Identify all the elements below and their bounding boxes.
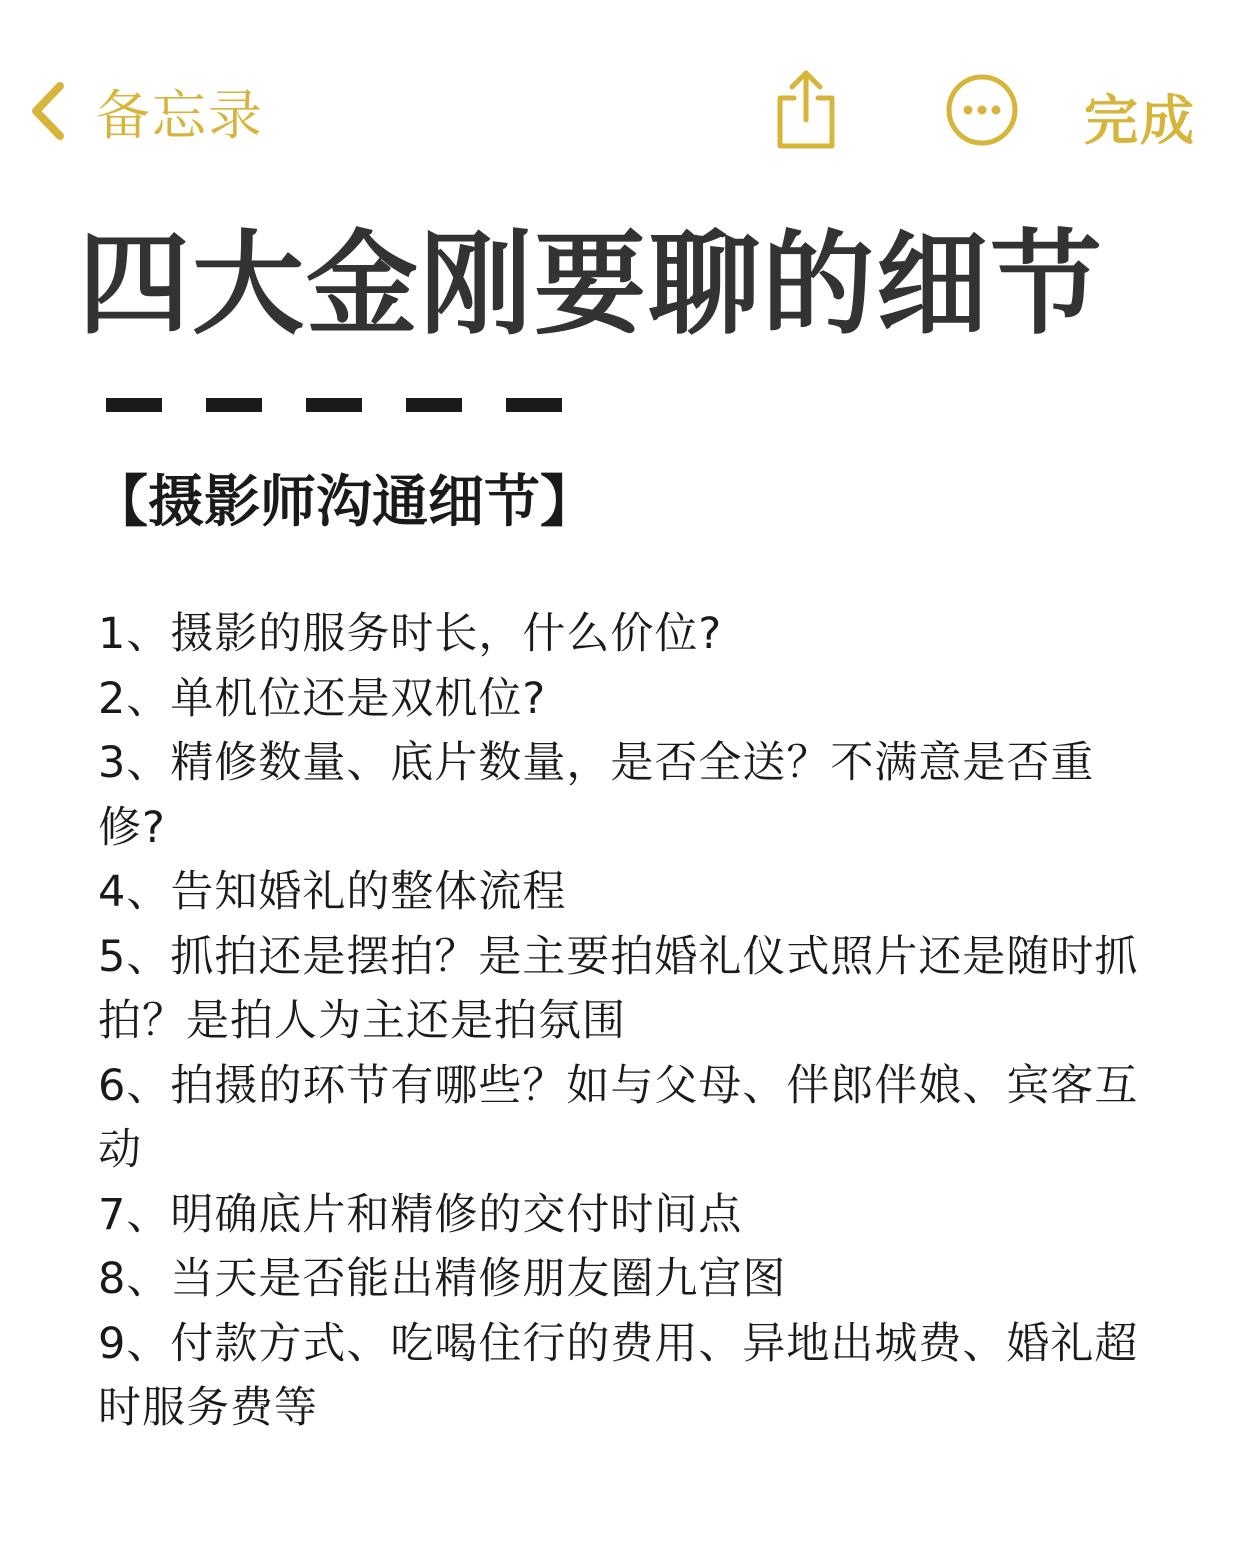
list-item: 4、告知婚礼的整体流程: [98, 867, 567, 917]
dash: [106, 398, 162, 412]
more-button[interactable]: [944, 72, 1020, 148]
done-button[interactable]: 完成: [1084, 89, 1196, 152]
section-heading: 【摄影师沟通细节】: [92, 470, 596, 535]
list-item: 7、明确底片和精修的交付时间点: [98, 1189, 743, 1240]
share-icon: [770, 68, 842, 152]
list-item: 8、当天是否能出精修朋友圈九宫图: [98, 1254, 787, 1304]
dash: [306, 398, 362, 412]
list-item: 3、精修数量、底片数量，是否全送？不满意是否重修?: [98, 738, 1095, 853]
dash: [506, 398, 562, 412]
note-title: 四大金刚要聊的细节: [78, 220, 1104, 350]
chevron-left-icon: [28, 80, 68, 142]
list-item: 2、单机位还是双机位?: [98, 673, 547, 724]
back-label: 备忘录: [96, 83, 264, 147]
dash: [206, 398, 262, 412]
back-button[interactable]: [28, 78, 264, 147]
list-item: 5、抓拍还是摆拍？是主要拍婚礼仪式照片还是随时抓拍？是拍人为主还是拍氛围: [98, 931, 1139, 1046]
dash: [406, 398, 462, 412]
dash-divider: [106, 398, 562, 412]
navigation-bar: [0, 60, 1240, 160]
note-list: [98, 602, 1158, 1441]
list-item: 6、拍摄的环节有哪些？如与父母、伴郎伴娘、宾客互动: [98, 1060, 1139, 1175]
list-item: 1、摄影的服务时长，什么价位?: [98, 609, 723, 659]
share-button[interactable]: [770, 68, 842, 152]
ellipsis-circle-icon: [944, 72, 1020, 148]
list-item: 9、付款方式、吃喝住行的费用、异地出城费、婚礼超时服务费等: [98, 1318, 1139, 1433]
